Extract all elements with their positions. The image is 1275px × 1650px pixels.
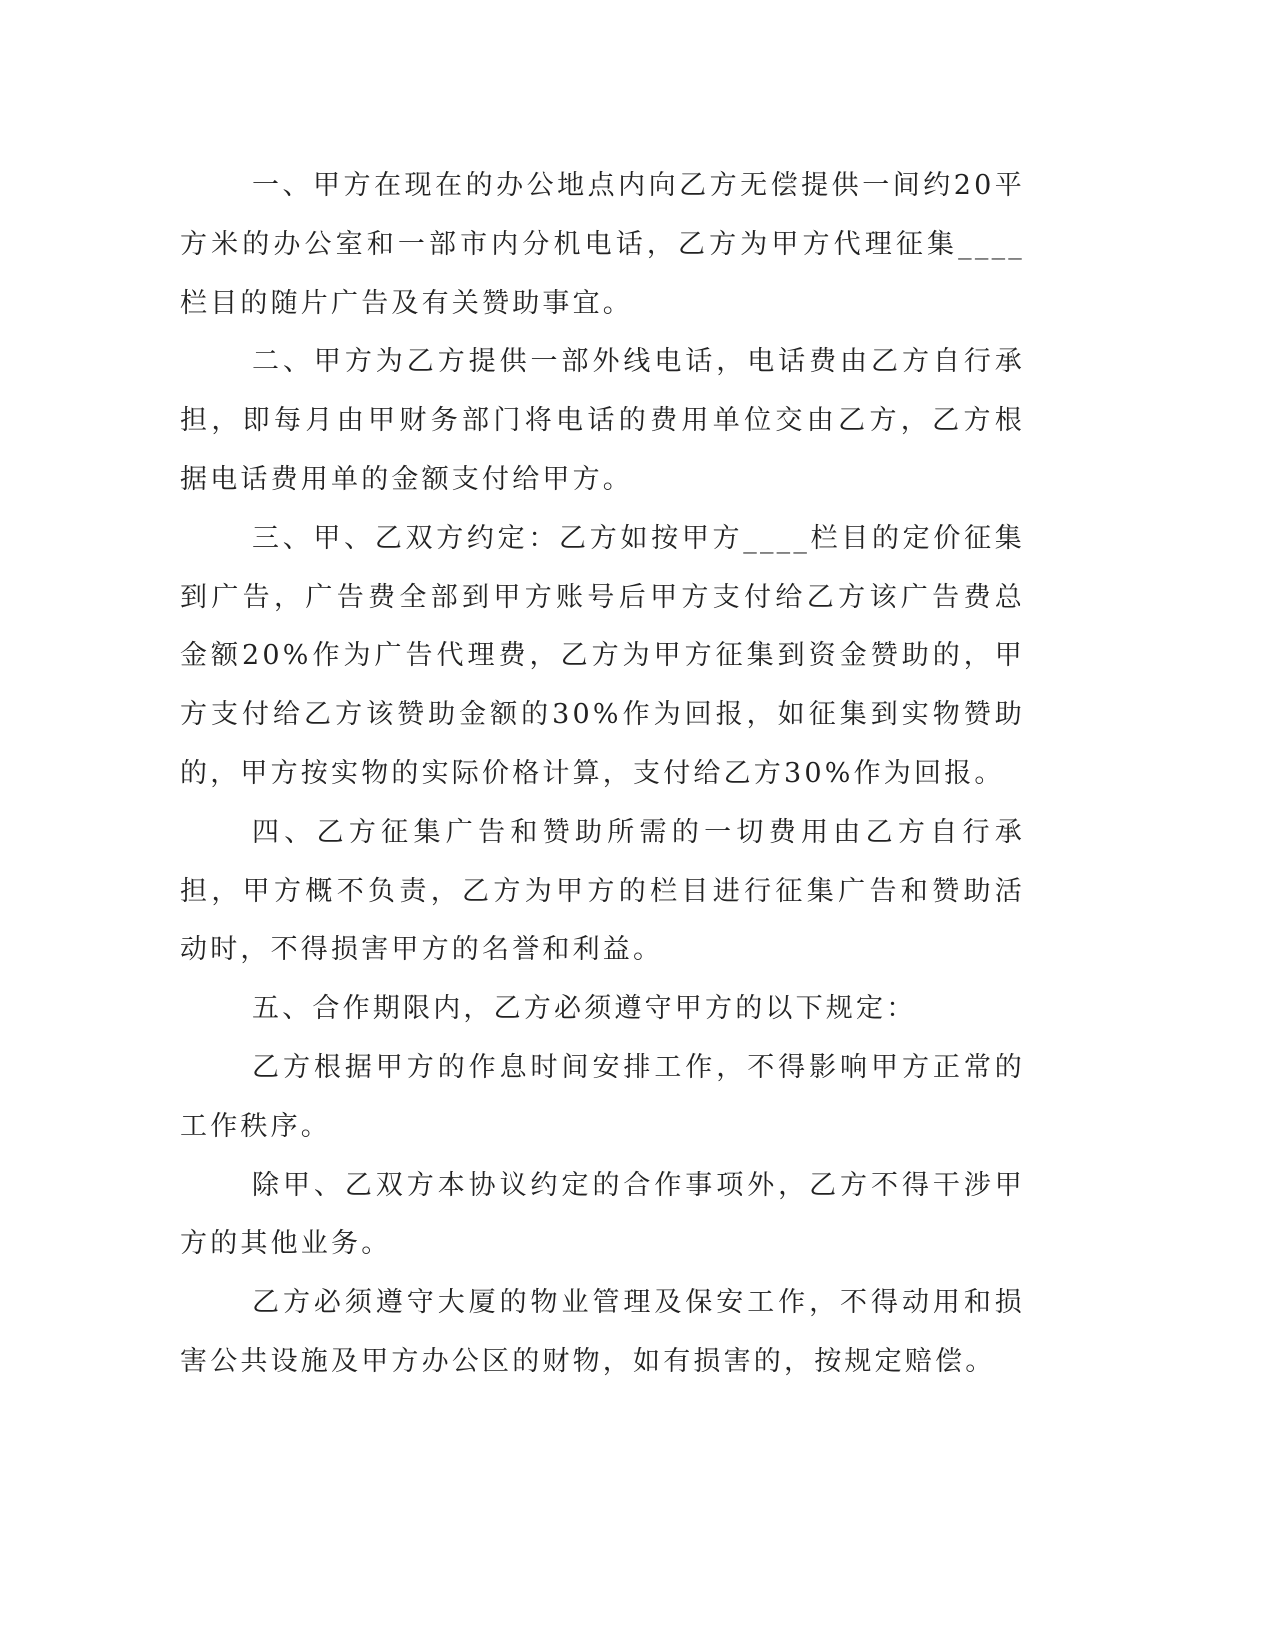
clause-5-heading-paragraph: 五、合作期限内，乙方必须遵守甲方的以下规定： [252, 993, 917, 1025]
clause-3-paragraph: 三、甲、乙双方约定：乙方如按甲方____栏目的定价征集到广告，广告费全部到甲方账号后甲方支付给乙方该广告费总金额20%作为广告代理费，乙方为甲方征集到资金赞助的，甲方支付给乙方该赞助金额的30%作为回报，如征集到实物赞助的，甲方按实物的实际价格计算，支付给乙方30%作为回报。 [180, 522, 1025, 789]
clause-4-paragraph: 四、乙方征集广告和赞助所需的一切费用由乙方自行承担，甲方概不负责，乙方为甲方的栏目进行征集广告和赞助活动时，不得损害甲方的名誉和利益。 [180, 816, 1025, 966]
document-body [180, 157, 1025, 1392]
rule-no-interference-paragraph: 除甲、乙双方本协议约定的合作事项外，乙方不得干涉甲方的其他业务。 [180, 1169, 1025, 1260]
clause-1-paragraph: 一、甲方在现在的办公地点内向乙方无偿提供一间约20平方米的办公室和一部市内分机电话，乙方为甲方代理征集____栏目的随片广告及有关赞助事宜。 [180, 170, 1025, 319]
clause-2-paragraph: 二、甲方为乙方提供一部外线电话，电话费由乙方自行承担，即每月由甲财务部门将电话的费用单位交由乙方，乙方根据电话费用单的金额支付给甲方。 [180, 346, 1025, 495]
rule-work-schedule-paragraph: 乙方根据甲方的作息时间安排工作，不得影响甲方正常的工作秩序。 [180, 1051, 1025, 1142]
rule-property-management-paragraph: 乙方必须遵守大厦的物业管理及保安工作，不得动用和损害公共设施及甲方办公区的财物，如有损害的，按规定赔偿。 [180, 1287, 1025, 1377]
